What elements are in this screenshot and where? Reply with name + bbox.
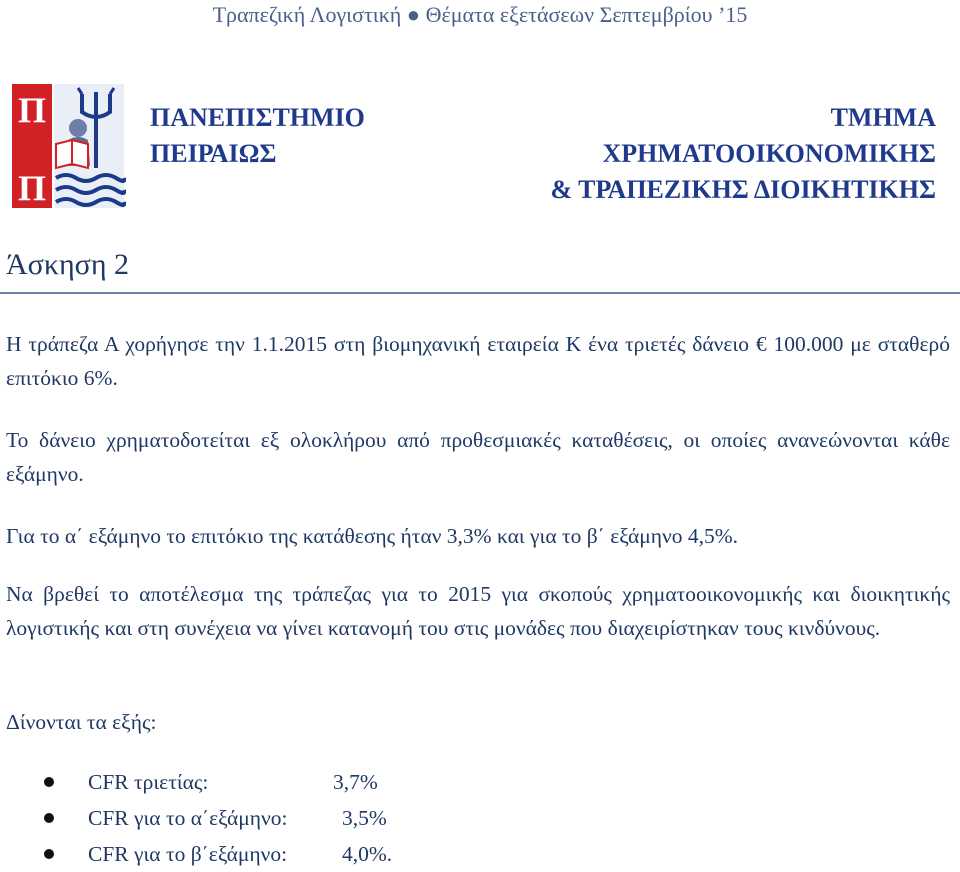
university-name — [150, 100, 365, 172]
given-label: CFR για το α΄εξάμηνο: — [88, 806, 288, 830]
university-name-line: ΠΕΙΡΑΙΩΣ — [150, 139, 277, 168]
university-name-line: ΠΑΝΕΠΙΣΤΗΜΙΟ — [150, 103, 365, 132]
paragraph-funding: Το δάνειο χρηματοδοτείται εξ ολοκλήρου από προθεσμιακές καταθέσεις, οι οποίες ανανεώνονται κάθε εξάμηνο. — [6, 428, 950, 486]
running-header: Τραπεζική Λογιστική ● Θέματα εξετάσεων Σεπτεμβρίου ’15 — [212, 2, 748, 27]
svg-text:Π: Π — [17, 168, 47, 208]
given-label: CFR για το β΄εξάμηνο: — [88, 842, 288, 866]
given-value: 3,5% — [342, 806, 387, 830]
given-value: 4,0%. — [342, 842, 393, 866]
paragraph-task: Να βρεθεί το αποτέλεσμα της τράπεζας για το 2015 για σκοπούς χρηματοοικονομικής και διοικητικής λογιστικής και στη συνέχεια να γίνει κατανομή του στις μονάδες που διαχειρίστηκαν τους κινδύνους. — [6, 582, 950, 640]
bullet-icon — [44, 813, 54, 823]
paragraph-given-intro: Δίνονται τα εξής: — [6, 710, 157, 734]
bullet-icon — [44, 777, 54, 787]
department-name — [550, 100, 936, 208]
university-logo-icon — [10, 82, 126, 210]
department-name-line: & ΤΡΑΠΕΖΙΚΗΣ ΔΙΟΙΚΗΤΙΚΗΣ — [550, 175, 936, 204]
given-label: CFR τριετίας: — [88, 770, 209, 794]
department-name-line: ΧΡΗΜΑΤΟΟΙΚΟΝΟΜΙΚΗΣ — [602, 139, 936, 168]
paragraph-loan: Η τράπεζα Α χορήγησε την 1.1.2015 στη βιομηχανική εταιρεία Κ ένα τριετές δάνειο € 100.000 με σταθερό επιτόκιο 6%. — [6, 332, 950, 390]
title-divider — [0, 292, 960, 294]
svg-text:Π: Π — [17, 90, 47, 130]
bullet-icon — [44, 849, 54, 859]
exercise-title: Άσκηση 2 — [6, 248, 130, 281]
given-value: 3,7% — [333, 770, 378, 794]
paragraph-deposit-rates: Για το α΄ εξάμηνο το επιτόκιο της κατάθεσης ήταν 3,3% και για το β΄ εξάμηνο 4,5%. — [6, 524, 739, 548]
department-name-line: ΤΜΗΜΑ — [830, 103, 936, 132]
